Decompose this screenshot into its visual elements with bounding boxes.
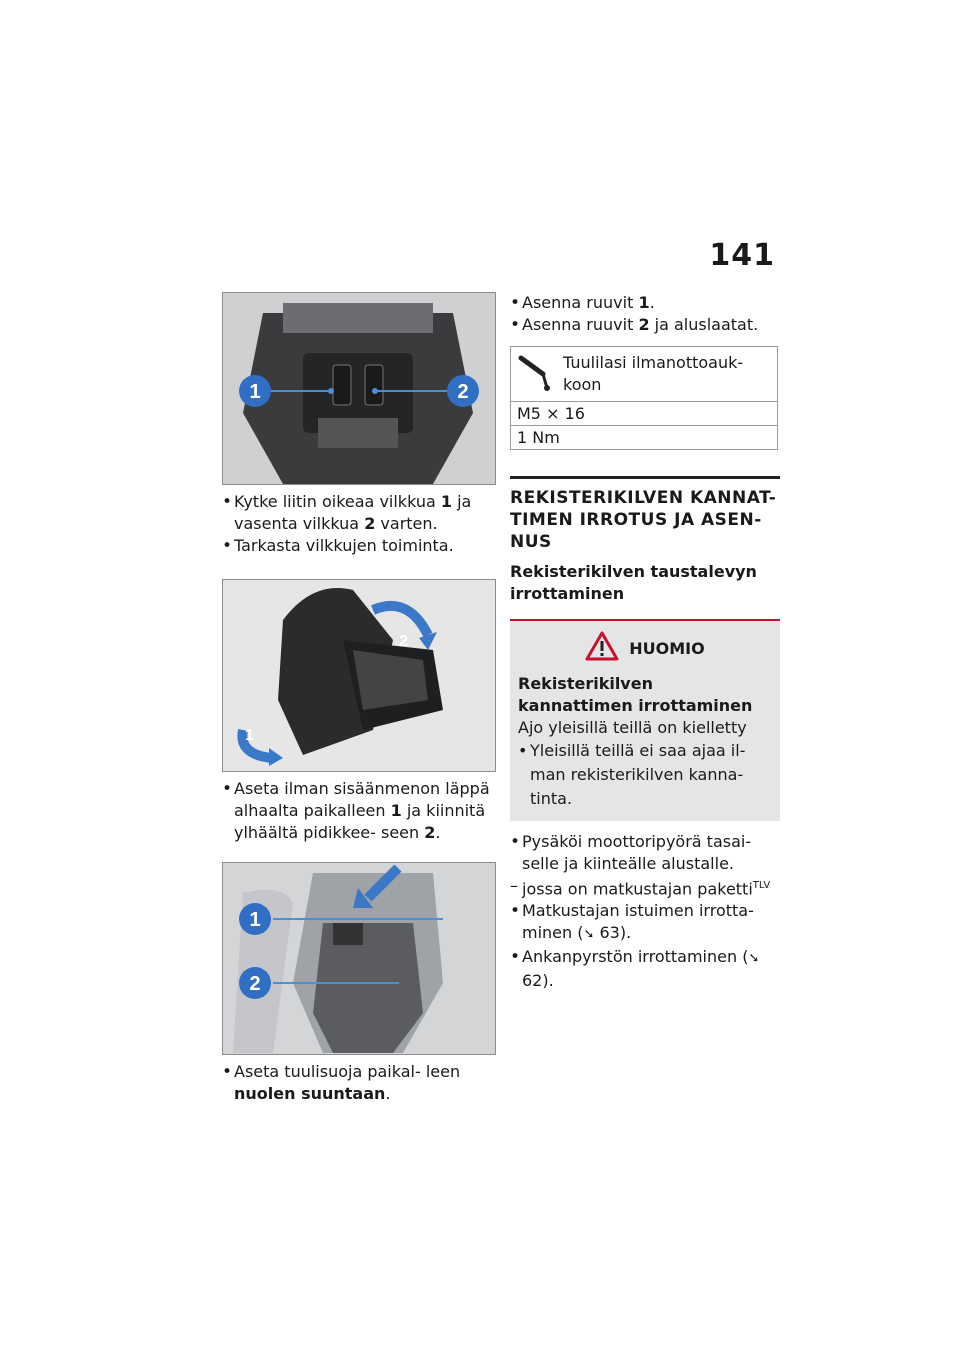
notice-subtitle: Rekisterikilven kannattimen irrottaminen xyxy=(518,674,753,715)
subsection-heading: Rekisterikilven taustalevyn irrottaminen xyxy=(510,562,757,603)
figure-air-flap xyxy=(222,579,496,772)
step-screws: • Asenna ruuvit 1. • Asenna ruuvit 2 ja aluslaatat. xyxy=(510,292,780,336)
condition-passenger: – jossa on matkustajan paketti$^{TLV}$ xyxy=(510,875,780,900)
page-ref[interactable]: 62 xyxy=(522,971,543,991)
left-column xyxy=(222,292,496,1105)
callout-2: 2 xyxy=(249,973,261,995)
svg-text:2: 2 xyxy=(457,381,469,403)
warning-triangle-icon xyxy=(585,631,619,665)
torque-size: M5 × 16 xyxy=(511,402,778,426)
notice-line: Ajo yleisillä teillä on kielletty xyxy=(518,718,747,737)
step-connect: • Kytke liitin oikeaa vilkkua 1 ja vasenta vilkkua 2 varten. • Tarkasta vilkkujen toiminta. xyxy=(222,491,496,557)
figure-windshield xyxy=(222,862,496,1055)
torque-spec-table: Tuulilasi ilmanottoauk- koon M5 × 16 1 Nm xyxy=(510,346,778,450)
step-remove-seat: • Matkustajan istuimen irrotta- minen (➘ 63). xyxy=(510,900,780,946)
callout-2: 2 xyxy=(399,633,408,650)
step-check: • Tarkasta vilkkujen toiminta. xyxy=(222,535,496,557)
step-air-flap: • Aseta ilman sisäänmenon läppä alhaalta paikalleen 1 ja kiinnitä ylhäältä pidikkee- seen 2. xyxy=(222,778,496,844)
section-heading: REKISTERIKILVEN KANNAT- TIMEN IRROTUS JA ASEN- NUS xyxy=(510,476,780,553)
figure-connectors xyxy=(222,292,496,485)
callout-1: 1 xyxy=(245,727,254,744)
step-park: • Pysäköi moottoripyörä tasai- selle ja kiinteälle alustalle. xyxy=(510,831,780,875)
right-column xyxy=(510,292,780,992)
page-ref-arrow-icon: ➘ xyxy=(748,951,760,967)
step-windshield: • Aseta tuulisuoja paikal- leen nuolen suuntaan. xyxy=(222,1061,496,1105)
torque-value: 1 Nm xyxy=(511,426,778,450)
page-number: 141 xyxy=(709,238,775,273)
callout-1: 1 xyxy=(249,909,261,931)
steps-license-plate xyxy=(510,831,780,992)
torque-wrench-icon xyxy=(517,352,553,396)
notice-title: HUOMIO xyxy=(629,638,705,658)
svg-text:1: 1 xyxy=(249,381,261,403)
page-ref-arrow-icon: ➘ xyxy=(583,927,595,943)
page-ref[interactable]: 63 xyxy=(599,923,620,943)
notice-bullet: • Yleisillä teillä ei saa ajaa il- man rekisterikilven kanna- tinta. xyxy=(518,739,772,811)
notice-box xyxy=(510,619,780,821)
step-remove-tail: • Ankanpyrstön irrottaminen (➘ 62). xyxy=(510,946,780,992)
